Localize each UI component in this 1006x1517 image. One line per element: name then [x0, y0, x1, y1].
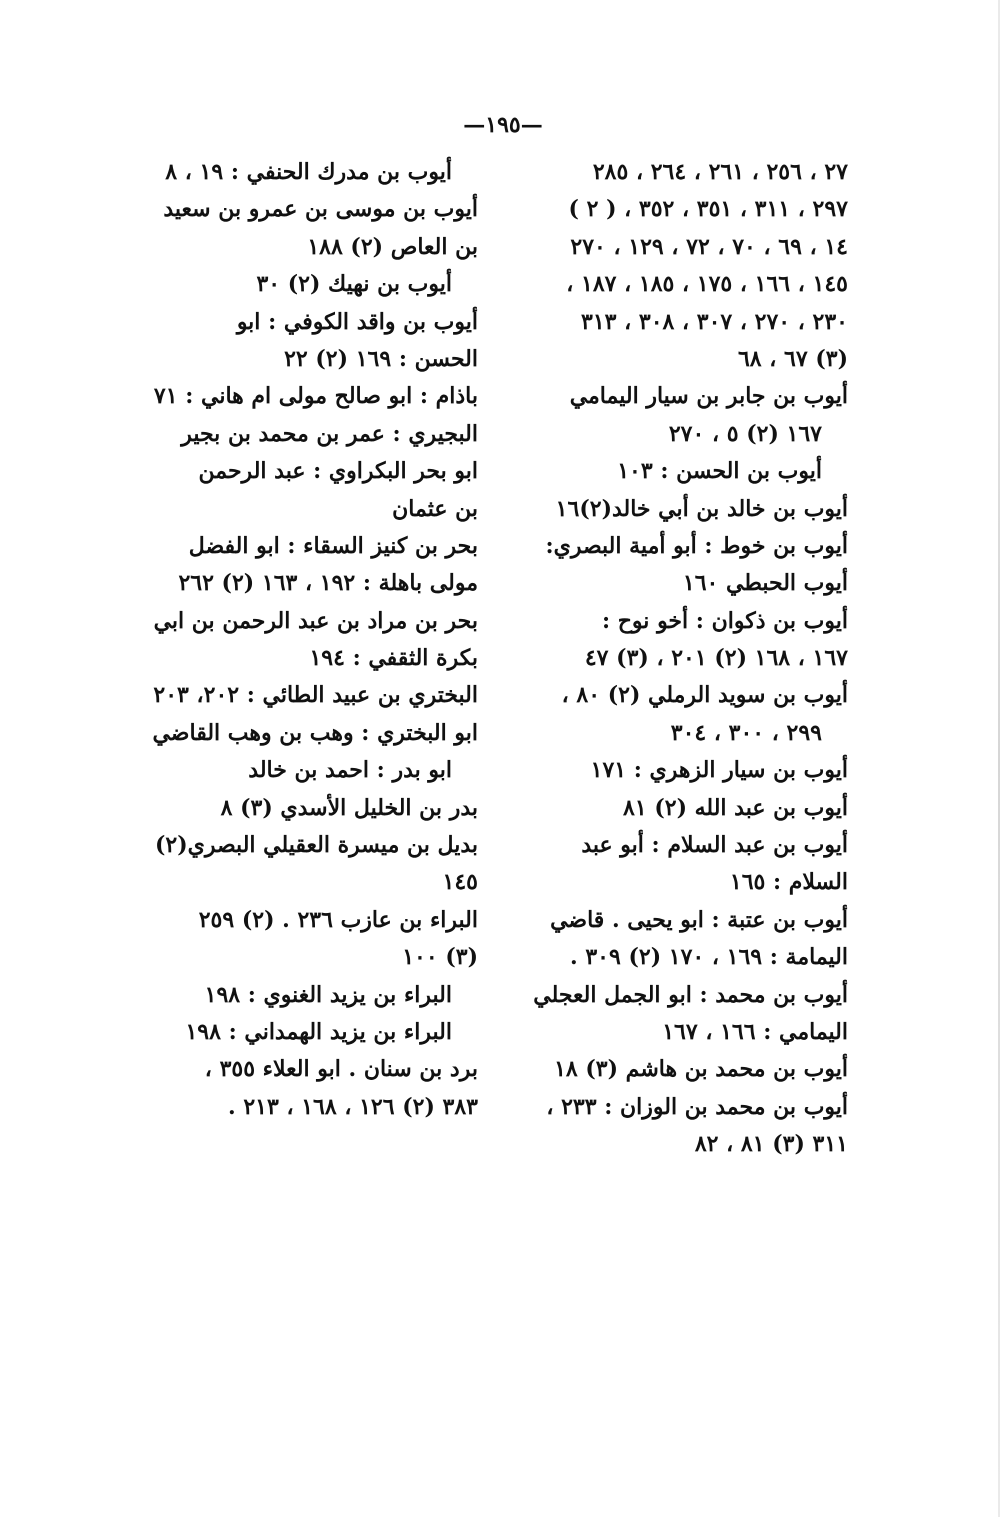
index-line: أيوب بن موسى بن عمرو بن سعيد [163, 196, 478, 223]
index-line: ٢٧ ، ٢٥٦ ، ٢٦١ ، ٢٦٤ ، ٢٨٥ [592, 159, 848, 185]
index-line: أيوب بن عبد السلام : أبو عبد [581, 832, 848, 859]
index-line: أيوب بن سيار الزهري : ١٧١ [590, 757, 848, 784]
index-line: بن العاص (٢) ١٨٨ [307, 233, 478, 260]
index-line: أيوب بن ذكوان : أخو نوح : [601, 607, 848, 634]
index-line: ٣١١ (٣) ٨١ ، ٨٢ [694, 1131, 848, 1158]
index-line: أيوب بن عتبة : ابو يحيى . قاضي [550, 906, 848, 933]
index-line: أيوب بن محمد : ابو الجمل العجلي [533, 981, 848, 1008]
index-line: ٢٩٧ ، ٣١١ ، ٣٥١ ، ٣٥٢ ، ( ٢ ) [568, 196, 848, 223]
index-line: بديل بن ميسرة العقيلي البصري(٢) [154, 832, 478, 859]
index-line: البراء بن يزيد الهمداني : ١٩٨ [185, 1018, 452, 1045]
index-line: ١٦٧ (٢) ٥ ، ٢٧٠ [668, 420, 822, 447]
index-line: ١٤٥ ، ١٦٦ ، ١٧٥ ، ١٨٥ ، ١٨٧ ، [566, 271, 848, 298]
index-line: أيوب بن نهيك (٢) ٣٠ [256, 271, 452, 298]
index-line: البراء بن عازب ٢٣٦ . (٢) ٢٥٩ [198, 906, 478, 933]
index-line: ابو بدر : احمد بن خالد [248, 757, 452, 784]
index-line: اليمامي : ١٦٦ ، ١٦٧ [662, 1018, 848, 1045]
index-line: أيوب بن خالد بن أبي خالد(٢)١٦ [555, 495, 848, 522]
index-line: أيوب بن محمد بن الوزان : ٢٣٣ ، [546, 1093, 848, 1120]
index-line: بكرة الثقفي : ١٩٤ [309, 645, 478, 672]
index-line: ابو البختري : وهب بن وهب القاضي [152, 719, 478, 746]
index-line: ١٤٥ [442, 869, 478, 896]
page-number: —١٩٥— [463, 112, 543, 138]
index-line: بحر بن كنيز السقاء : ابو الفضل [188, 532, 478, 559]
scan-edge [998, 0, 1000, 1517]
index-line: بحر بن مراد بن عبد الرحمن بن ابي [153, 607, 478, 634]
index-line: الحسن : ١٦٩ (٢) ٢٢ [284, 345, 478, 372]
index-line: مولى باهلة : ١٩٢ ، ١٦٣ (٢) ٢٦٢ [178, 570, 478, 597]
index-line: أيوب بن محمد بن هاشم (٣) ١٨ [554, 1056, 848, 1083]
index-line: برد بن سنان . ابو العلاء ٣٥٥ ، [204, 1056, 478, 1083]
index-line: اليمامة : ١٦٩ ، ١٧٠ (٢) ٣٠٩ . [570, 944, 848, 971]
index-line: بن عثمان [392, 495, 478, 522]
index-line: البجيري : عمر بن محمد بن بجير [181, 420, 478, 447]
index-line: أيوب بن سويد الرملي (٢) ٨٠ ، [561, 682, 848, 709]
index-column-left [148, 154, 478, 1126]
index-line: أيوب بن خوط : أبو أمية البصري: [545, 532, 848, 559]
index-line: أيوب بن واقد الكوفي : ابو [236, 308, 478, 335]
index-line: ١٦٧ ، ١٦٨ (٢) ٢٠١ ، (٣) ٤٧ [584, 645, 848, 672]
index-line: ابو بحر البكراوي : عبد الرحمن [198, 458, 478, 485]
index-line: أيوب بن مدرك الحنفي : ١٩ ، ٨ [165, 159, 452, 185]
index-line: البراء بن يزيد الغنوي : ١٩٨ [204, 981, 452, 1008]
index-line: أيوب الحبطي ١٦٠ [682, 570, 848, 597]
index-line: (٣) ٦٧ ، ٦٨ [737, 345, 848, 372]
index-column-right [528, 154, 848, 1164]
index-line: ٣٨٣ (٢) ١٢٦ ، ١٦٨ ، ٢١٣ . [228, 1093, 478, 1120]
index-line: ٢٣٠ ، ٢٧٠ ، ٣٠٧ ، ٣٠٨ ، ٣١٣ [581, 308, 848, 335]
index-line: البختري بن عبيد الطائي : ٢٠٢، ٢٠٣ [153, 682, 478, 709]
index-line: أيوب بن جابر بن سيار اليمامي [569, 383, 848, 410]
index-line: باذام : ابو صالح مولى ام هاني : ٧١ [153, 383, 478, 410]
index-line: السلام : ١٦٥ [729, 869, 848, 896]
index-line: ٢٩٩ ، ٣٠٠ ، ٣٠٤ [670, 719, 822, 746]
index-line: بدر بن الخليل الأسدي (٣) ٨ [220, 794, 478, 821]
index-line: أيوب بن عبد الله (٢) ٨١ [623, 794, 848, 821]
index-line: ١٤ ، ٦٩ ، ٧٠ ، ٧٢ ، ١٢٩ ، ٢٧٠ [570, 233, 848, 260]
index-line: أيوب بن الحسن : ١٠٣ [617, 458, 822, 485]
index-line: (٣) ١٠٠ [402, 944, 478, 971]
